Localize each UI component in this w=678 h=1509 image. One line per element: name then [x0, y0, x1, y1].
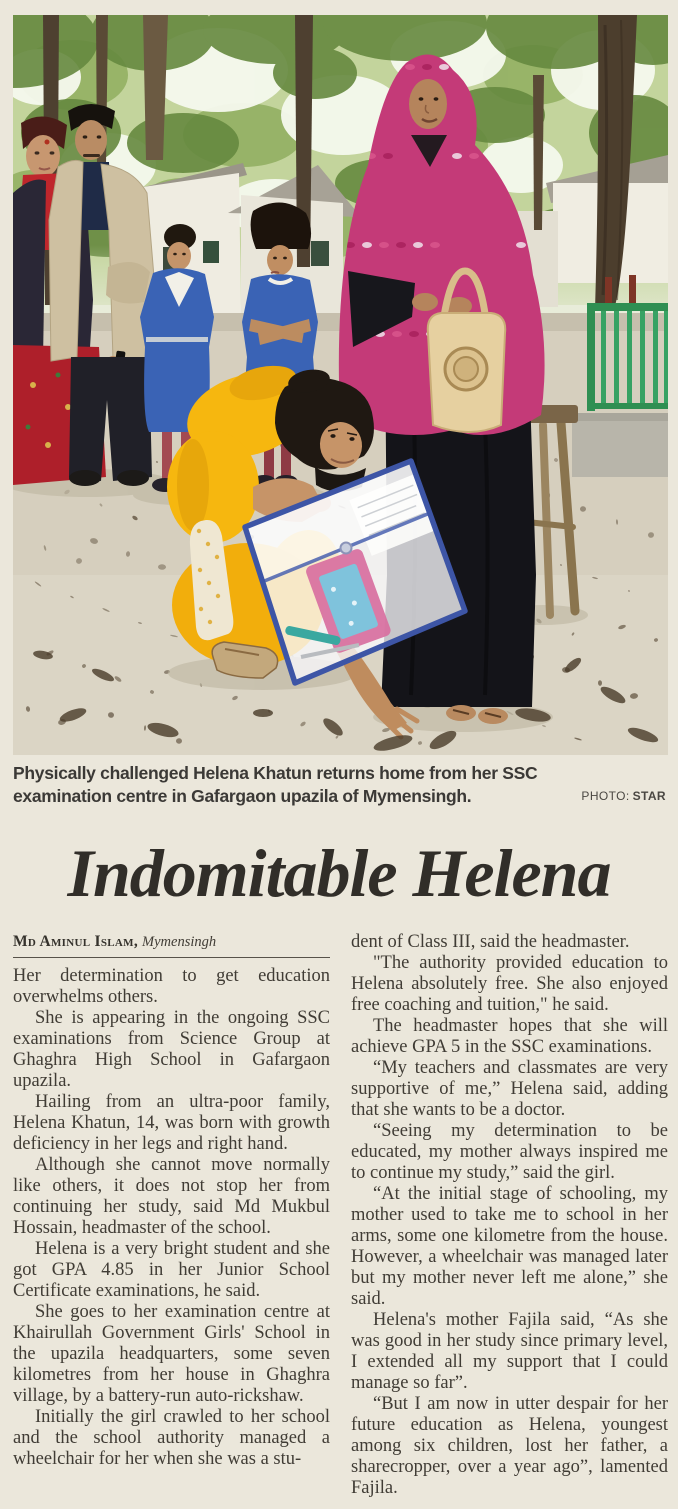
paragraph: “Seeing my determination to be educated, my mother always inspired me to continue my study,” said the girl. — [351, 1121, 668, 1183]
headline: Indomitable Helena — [67, 835, 611, 911]
paragraph: She goes to her examination centre at Khairullah Government Girls' School in the upazila headquarters, some seven kilometres from her house in Ghaghra village, by a battery-run auto-rickshaw. — [13, 1302, 330, 1406]
byline — [13, 932, 330, 952]
paragraph: Helena's mother Fajila said, “As she was good in her study since primary level, I extended all my support that I could manage so far”. — [351, 1310, 668, 1393]
photo-illustration — [13, 15, 668, 755]
paragraph: Initially the girl crawled to her school and the school authority managed a wheelchair for her when she was a stu- — [13, 1407, 330, 1469]
byline-location: Mymensingh — [142, 934, 217, 950]
paragraph: Her determination to get education overwhelms others. — [13, 966, 330, 1007]
article-body — [13, 932, 668, 1499]
photo-caption — [13, 762, 668, 808]
photo-credit-name: STAR — [632, 789, 666, 803]
byline-rule — [13, 957, 330, 958]
paragraph: "The authority provided education to Helena absolutely free. She also enjoyed free coaching and tuition," he said. — [351, 953, 668, 1015]
paragraph: Helena is a very bright student and she got GPA 4.85 in her Junior School Certificate examinations, he said. — [13, 1239, 330, 1301]
paragraph: dent of Class III, said the headmaster. — [351, 932, 630, 952]
concrete-step — [572, 413, 668, 477]
news-photo — [13, 15, 668, 755]
paragraph: “My teachers and classmates are very supportive of me,” Helena said, adding that she wants to be a doctor. — [351, 1058, 668, 1120]
caption-text: Physically challenged Helena Khatun returns home from her SSC examination centre in Gafargaon upazila of Mymensingh. — [13, 763, 538, 807]
paragraph: Hailing from an ultra-poor family, Helena Khatun, 14, was born with growth deficiency in her legs and right hand. — [13, 1092, 330, 1154]
paragraph: She is appearing in the ongoing SSC examinations from Science Group at Ghaghra High School in Gafargaon upazila. — [13, 1008, 330, 1091]
right-column — [351, 932, 668, 1499]
paragraph: “At the initial stage of schooling, my mother used to take me to school in her arms, some one kilometre from the house. However, a wheelchair was managed later but my mother never left me alone,” she said. — [351, 1184, 668, 1309]
paragraph: “But I am now in utter despair for her future education as Helena, youngest among six children, lost her father, a sharecropper, over a year ago”, lamented Fajila. — [351, 1394, 668, 1498]
photo-credit-label: PHOTO: — [581, 789, 630, 803]
photo-credit — [581, 789, 666, 803]
paragraph: The headmaster hopes that she will achieve GPA 5 in the SSC examinations. — [351, 1016, 668, 1057]
paragraph: Although she cannot move normally like others, it does not stop her from continuing her study, said Md Mukbul Hossain, headmaster of the school. — [13, 1155, 330, 1238]
left-column — [13, 932, 330, 1499]
byline-author: Md Aminul Islam, — [13, 933, 139, 950]
